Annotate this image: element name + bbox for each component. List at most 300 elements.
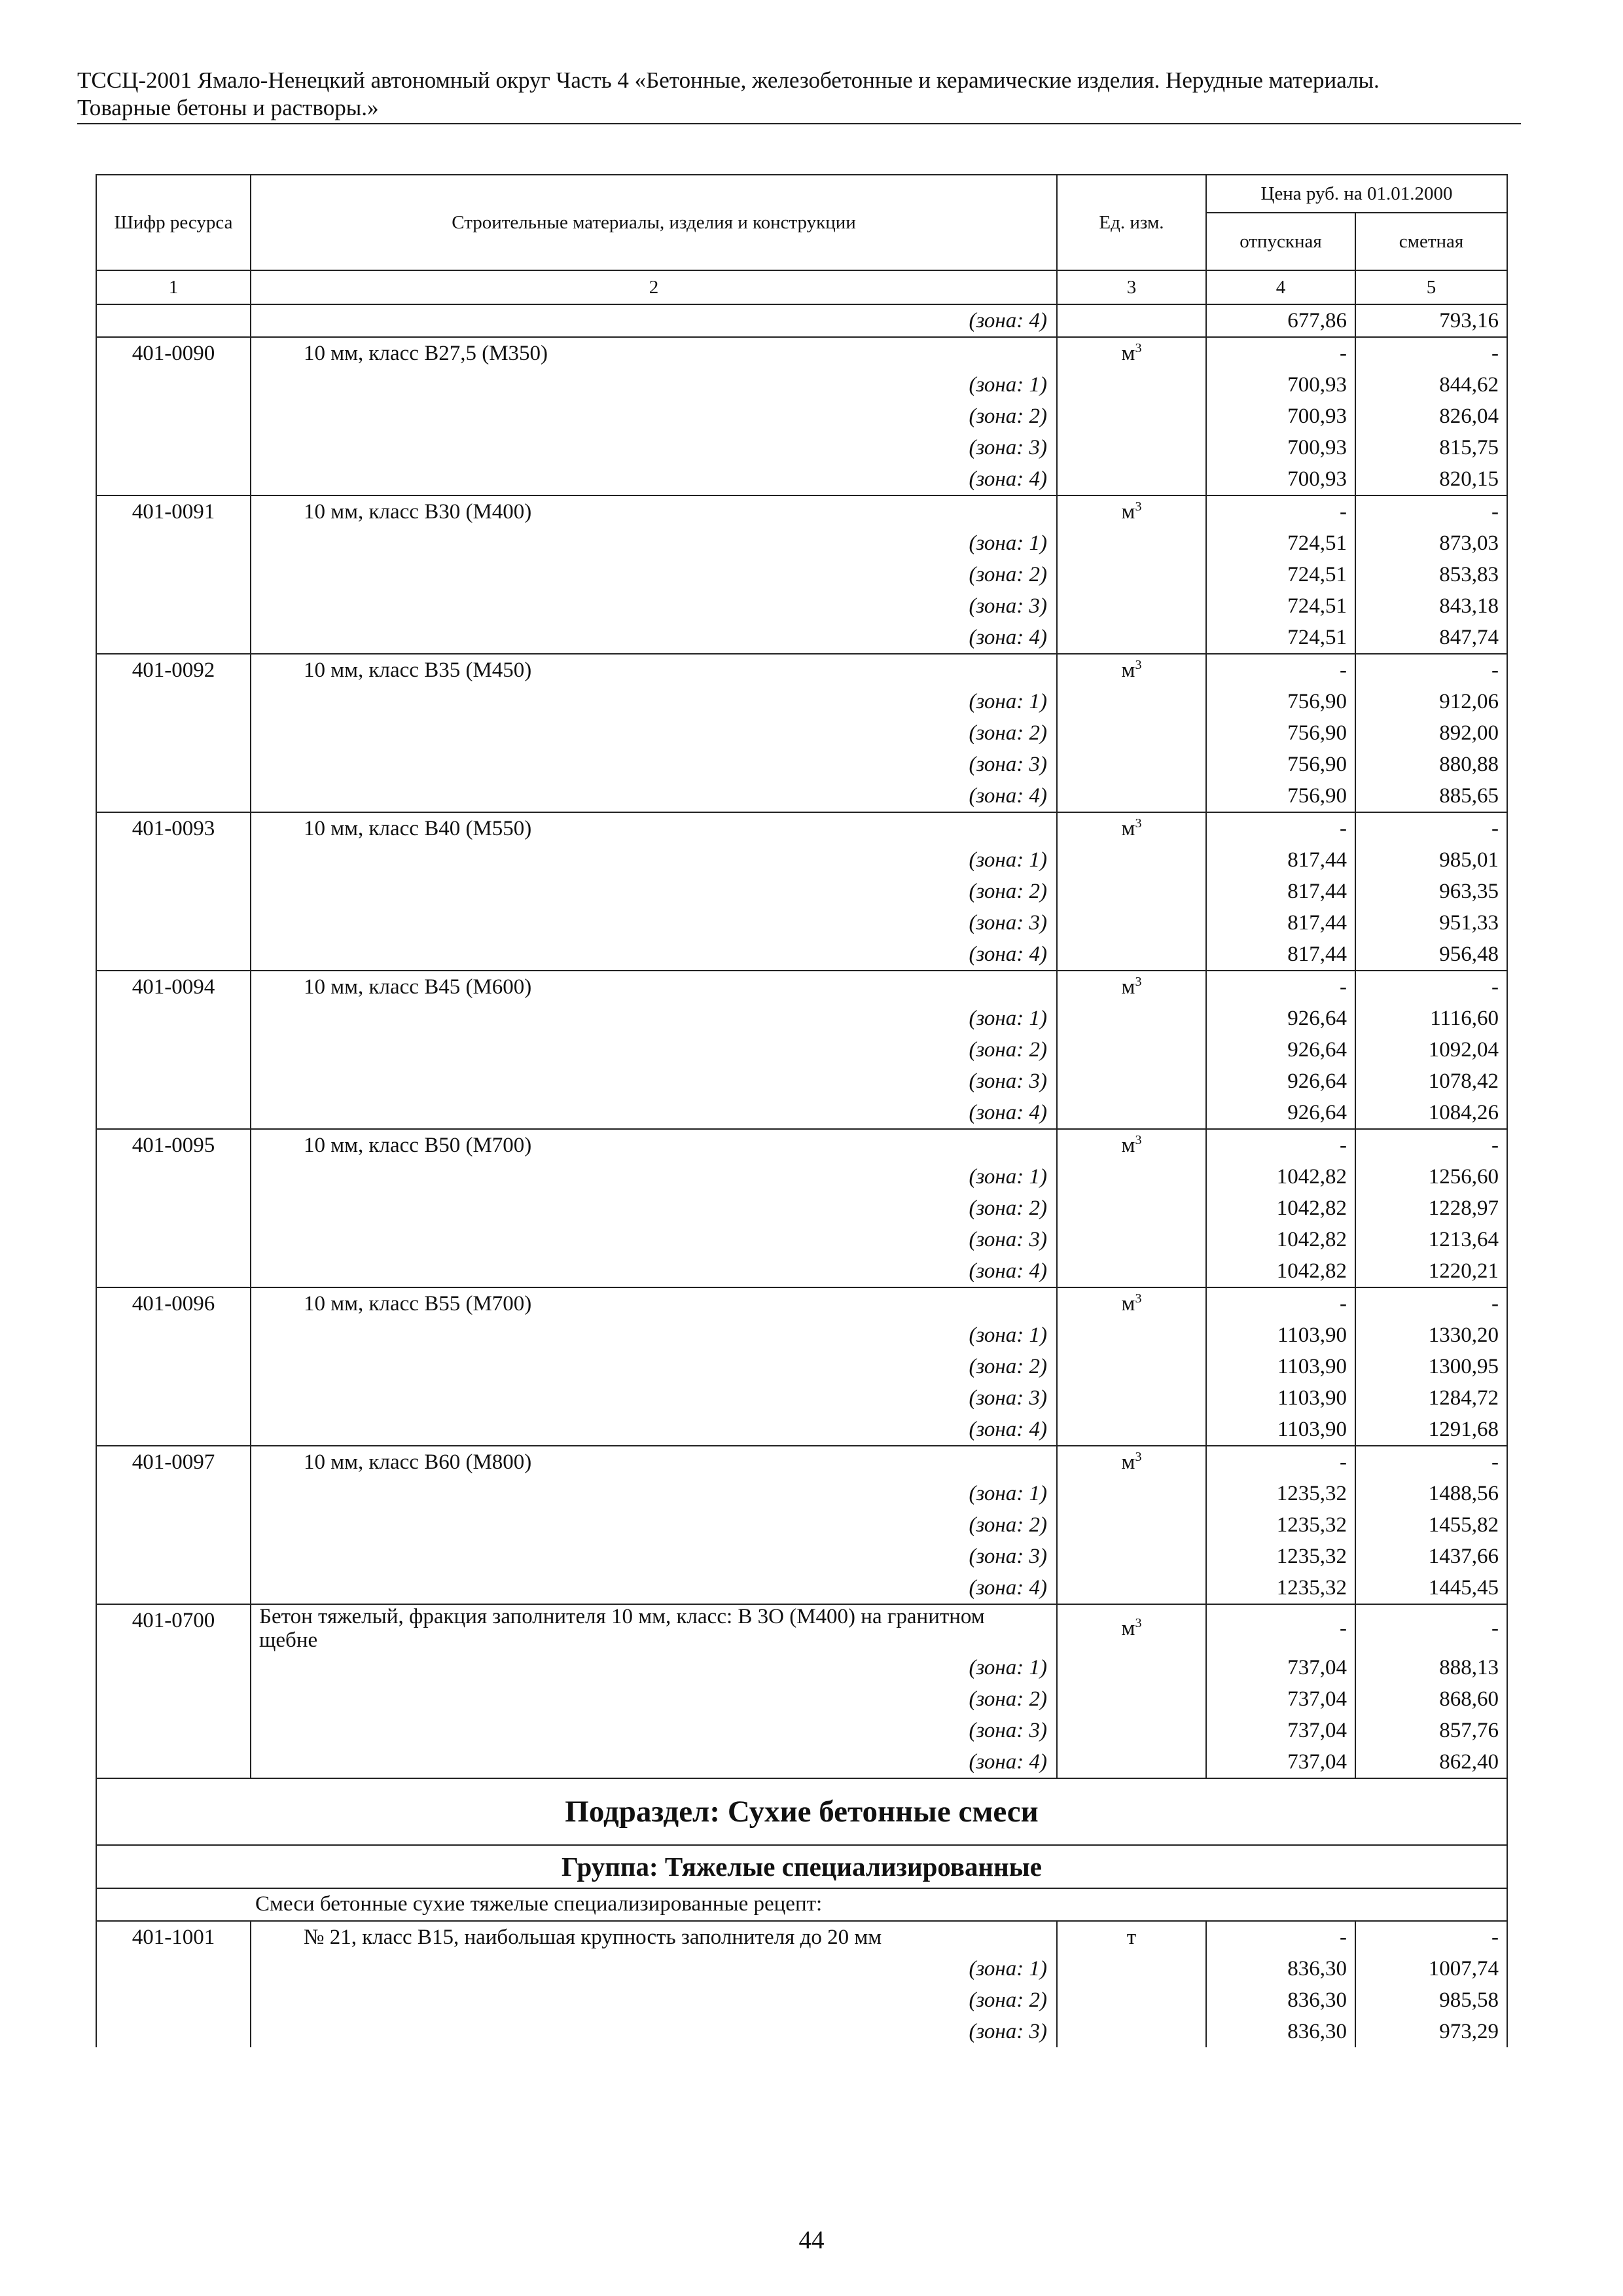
estimate-price: 1092,04 bbox=[1355, 1034, 1507, 1066]
unit-cell bbox=[1057, 369, 1206, 401]
release-price: 1235,32 bbox=[1206, 1572, 1355, 1604]
unit-cell bbox=[1057, 1034, 1206, 1066]
code-cell bbox=[96, 1984, 251, 2016]
release-price: 1235,32 bbox=[1206, 1478, 1355, 1509]
code-cell bbox=[96, 1193, 251, 1224]
estimate-price: 1213,64 bbox=[1355, 1224, 1507, 1255]
code-cell bbox=[96, 1715, 251, 1746]
code-cell bbox=[96, 304, 251, 337]
estimate-price: 1300,95 bbox=[1355, 1351, 1507, 1382]
zone-row bbox=[96, 1161, 1507, 1193]
resource-code: 401-0094 bbox=[96, 971, 251, 1003]
estimate-price: - bbox=[1355, 1129, 1507, 1161]
zone-row bbox=[96, 1984, 1507, 2016]
release-price: 737,04 bbox=[1206, 1683, 1355, 1715]
code-cell bbox=[96, 1255, 251, 1287]
unit-cell bbox=[1057, 876, 1206, 907]
resource-code: 401-0097 bbox=[96, 1446, 251, 1478]
zone-row bbox=[96, 1003, 1507, 1034]
unit-cell bbox=[1057, 1652, 1206, 1683]
column-header-unit: Ед. изм. bbox=[1057, 175, 1206, 270]
release-price: 756,90 bbox=[1206, 686, 1355, 717]
resource-code: 401-0096 bbox=[96, 1287, 251, 1319]
unit-cell bbox=[1057, 1715, 1206, 1746]
price-table bbox=[96, 174, 1508, 2047]
estimate-price: 873,03 bbox=[1355, 528, 1507, 559]
estimate-price: 847,74 bbox=[1355, 622, 1507, 654]
material-name: 10 мм, класс В35 (М450) bbox=[251, 654, 1057, 686]
code-cell bbox=[96, 1478, 251, 1509]
zone-row bbox=[96, 432, 1507, 463]
unit-cell bbox=[1057, 559, 1206, 590]
estimate-price: 853,83 bbox=[1355, 559, 1507, 590]
estimate-price: 844,62 bbox=[1355, 369, 1507, 401]
table-row bbox=[96, 812, 1507, 844]
estimate-price: 888,13 bbox=[1355, 1652, 1507, 1683]
zone-label: (зона: 4) bbox=[251, 1746, 1057, 1778]
release-price: 926,64 bbox=[1206, 1066, 1355, 1097]
column-number: 3 bbox=[1057, 270, 1206, 304]
code-cell bbox=[96, 1382, 251, 1414]
zone-label: (зона: 2) bbox=[251, 559, 1057, 590]
unit-cell bbox=[1057, 463, 1206, 495]
code-cell bbox=[96, 1572, 251, 1604]
zone-label: (зона: 4) bbox=[251, 463, 1057, 495]
material-name: № 21, класс В15, наибольшая крупность заполнителя до 20 мм bbox=[251, 1921, 1057, 1953]
column-number-row bbox=[96, 270, 1507, 304]
unit-cell: т bbox=[1057, 1921, 1206, 1953]
unit-cell: $м^3$ bbox=[1057, 1604, 1206, 1652]
unit-exponent: 3 bbox=[1135, 658, 1142, 672]
zone-row bbox=[96, 590, 1507, 622]
release-price: 724,51 bbox=[1206, 528, 1355, 559]
release-price: 737,04 bbox=[1206, 1746, 1355, 1778]
zone-label: (зона: 3) bbox=[251, 2016, 1057, 2047]
estimate-price: 793,16 bbox=[1355, 304, 1507, 337]
zone-label: (зона: 4) bbox=[251, 304, 1057, 337]
table-row bbox=[96, 495, 1507, 528]
release-price: - bbox=[1206, 495, 1355, 528]
code-cell bbox=[96, 1161, 251, 1193]
code-cell bbox=[96, 939, 251, 971]
zone-label: (зона: 1) bbox=[251, 1652, 1057, 1683]
zone-row bbox=[96, 907, 1507, 939]
estimate-price: 1291,68 bbox=[1355, 1414, 1507, 1446]
release-price: 756,90 bbox=[1206, 717, 1355, 749]
zone-label: (зона: 4) bbox=[251, 1255, 1057, 1287]
zone-row bbox=[96, 844, 1507, 876]
code-cell bbox=[96, 876, 251, 907]
table-row bbox=[96, 304, 1507, 337]
code-cell bbox=[96, 528, 251, 559]
unit-cell bbox=[1057, 749, 1206, 780]
unit-exponent: 3 bbox=[1135, 341, 1142, 355]
unit-cell: $м^3$ bbox=[1057, 337, 1206, 369]
zone-row bbox=[96, 1572, 1507, 1604]
zone-label: (зона: 2) bbox=[251, 876, 1057, 907]
unit-cell bbox=[1057, 528, 1206, 559]
zone-label: (зона: 3) bbox=[251, 1541, 1057, 1572]
column-number: 2 bbox=[251, 270, 1057, 304]
release-price: 724,51 bbox=[1206, 622, 1355, 654]
zone-row bbox=[96, 1414, 1507, 1446]
subsection-row bbox=[96, 1778, 1507, 1845]
release-price: 1042,82 bbox=[1206, 1255, 1355, 1287]
unit-cell bbox=[1057, 1509, 1206, 1541]
unit-cell: $м^3$ bbox=[1057, 1129, 1206, 1161]
estimate-price: 951,33 bbox=[1355, 907, 1507, 939]
estimate-price: 862,40 bbox=[1355, 1746, 1507, 1778]
estimate-price: - bbox=[1355, 971, 1507, 1003]
unit-cell bbox=[1057, 1382, 1206, 1414]
code-cell bbox=[96, 622, 251, 654]
code-cell bbox=[96, 1652, 251, 1683]
estimate-price: 1455,82 bbox=[1355, 1509, 1507, 1541]
zone-label: (зона: 2) bbox=[251, 1984, 1057, 2016]
unit-exponent: 3 bbox=[1135, 1616, 1142, 1630]
unit-cell: $м^3$ bbox=[1057, 495, 1206, 528]
release-price: 724,51 bbox=[1206, 559, 1355, 590]
zone-label: (зона: 2) bbox=[251, 717, 1057, 749]
zone-row bbox=[96, 401, 1507, 432]
zone-row bbox=[96, 1097, 1507, 1129]
release-price: 737,04 bbox=[1206, 1652, 1355, 1683]
zone-label: (зона: 3) bbox=[251, 1066, 1057, 1097]
subsection-title: Подраздел: Сухие бетонные смеси bbox=[96, 1778, 1507, 1845]
zone-label: (зона: 3) bbox=[251, 1382, 1057, 1414]
material-name: 10 мм, класс В55 (М700) bbox=[251, 1287, 1057, 1319]
material-name: 10 мм, класс В45 (М600) bbox=[251, 971, 1057, 1003]
code-cell bbox=[96, 1746, 251, 1778]
zone-row bbox=[96, 2016, 1507, 2047]
unit-cell: $м^3$ bbox=[1057, 654, 1206, 686]
release-price: - bbox=[1206, 1129, 1355, 1161]
zone-label: (зона: 1) bbox=[251, 1003, 1057, 1034]
unit-cell: $м^3$ bbox=[1057, 971, 1206, 1003]
resource-code: 401-1001 bbox=[96, 1921, 251, 1953]
zone-label: (зона: 1) bbox=[251, 686, 1057, 717]
code-cell bbox=[96, 1224, 251, 1255]
unit-cell bbox=[1057, 622, 1206, 654]
group-row bbox=[96, 1845, 1507, 1888]
code-cell bbox=[96, 780, 251, 812]
group-note-row bbox=[96, 1888, 1507, 1921]
release-price: 756,90 bbox=[1206, 749, 1355, 780]
zone-label: (зона: 4) bbox=[251, 780, 1057, 812]
code-cell bbox=[96, 1319, 251, 1351]
estimate-price: 1330,20 bbox=[1355, 1319, 1507, 1351]
unit-exponent: 3 bbox=[1135, 499, 1142, 514]
unit-cell: $м^3$ bbox=[1057, 812, 1206, 844]
zone-label: (зона: 4) bbox=[251, 1097, 1057, 1129]
zone-label: (зона: 2) bbox=[251, 1509, 1057, 1541]
unit-cell bbox=[1057, 1193, 1206, 1224]
zone-row bbox=[96, 528, 1507, 559]
zone-row bbox=[96, 369, 1507, 401]
zone-row bbox=[96, 1351, 1507, 1382]
column-header-name: Строительные материалы, изделия и конструкции bbox=[251, 175, 1057, 270]
unit-cell bbox=[1057, 1984, 1206, 2016]
material-name: Бетон тяжелый, фракция заполнителя 10 мм, класс: В 3О (М400) на гранитном щебне bbox=[251, 1604, 1057, 1652]
unit-cell bbox=[1057, 1255, 1206, 1287]
column-number: 5 bbox=[1355, 270, 1507, 304]
estimate-price: - bbox=[1355, 654, 1507, 686]
zone-label: (зона: 2) bbox=[251, 1034, 1057, 1066]
estimate-price: 912,06 bbox=[1355, 686, 1507, 717]
zone-row bbox=[96, 559, 1507, 590]
zone-row bbox=[96, 1066, 1507, 1097]
running-header bbox=[77, 67, 1517, 122]
estimate-price: - bbox=[1355, 812, 1507, 844]
zone-label: (зона: 1) bbox=[251, 1478, 1057, 1509]
zone-label: (зона: 4) bbox=[251, 1572, 1057, 1604]
unit-cell bbox=[1057, 2016, 1206, 2047]
code-cell bbox=[96, 1351, 251, 1382]
code-cell bbox=[96, 1003, 251, 1034]
unit-cell bbox=[1057, 1414, 1206, 1446]
column-number: 1 bbox=[96, 270, 251, 304]
unit-cell bbox=[1057, 590, 1206, 622]
estimate-price: 1116,60 bbox=[1355, 1003, 1507, 1034]
release-price: 700,93 bbox=[1206, 432, 1355, 463]
table-row bbox=[96, 654, 1507, 686]
release-price: 1042,82 bbox=[1206, 1193, 1355, 1224]
material-name: 10 мм, класс В30 (М400) bbox=[251, 495, 1057, 528]
release-price: 1103,90 bbox=[1206, 1382, 1355, 1414]
release-price: 724,51 bbox=[1206, 590, 1355, 622]
estimate-price: 985,58 bbox=[1355, 1984, 1507, 2016]
release-price: 836,30 bbox=[1206, 2016, 1355, 2047]
zone-label: (зона: 4) bbox=[251, 939, 1057, 971]
release-price: 1103,90 bbox=[1206, 1414, 1355, 1446]
zone-row bbox=[96, 622, 1507, 654]
estimate-price: 1284,72 bbox=[1355, 1382, 1507, 1414]
code-cell bbox=[96, 2016, 251, 2047]
unit-cell: $м^3$ bbox=[1057, 1287, 1206, 1319]
release-price: 1235,32 bbox=[1206, 1509, 1355, 1541]
zone-row bbox=[96, 1746, 1507, 1778]
zone-label: (зона: 1) bbox=[251, 369, 1057, 401]
estimate-price: 1228,97 bbox=[1355, 1193, 1507, 1224]
release-price: 1042,82 bbox=[1206, 1224, 1355, 1255]
zone-row bbox=[96, 1382, 1507, 1414]
material-name: 10 мм, класс В27,5 (М350) bbox=[251, 337, 1057, 369]
release-price: 1042,82 bbox=[1206, 1161, 1355, 1193]
release-price: 677,86 bbox=[1206, 304, 1355, 337]
estimate-price: 820,15 bbox=[1355, 463, 1507, 495]
unit-cell bbox=[1057, 844, 1206, 876]
zone-row bbox=[96, 1478, 1507, 1509]
estimate-price: - bbox=[1355, 337, 1507, 369]
table-row bbox=[96, 1604, 1507, 1652]
estimate-price: 868,60 bbox=[1355, 1683, 1507, 1715]
header-line-2: Товарные бетоны и растворы.» bbox=[77, 95, 379, 120]
unit-cell bbox=[1057, 1572, 1206, 1604]
estimate-price: 1078,42 bbox=[1355, 1066, 1507, 1097]
column-header-release: отпускная bbox=[1206, 213, 1355, 270]
unit-cell: $м^3$ bbox=[1057, 1446, 1206, 1478]
unit-cell bbox=[1057, 686, 1206, 717]
code-cell bbox=[96, 686, 251, 717]
code-cell bbox=[96, 1953, 251, 1984]
zone-row bbox=[96, 780, 1507, 812]
release-price: 817,44 bbox=[1206, 876, 1355, 907]
release-price: 700,93 bbox=[1206, 401, 1355, 432]
unit-exponent: 3 bbox=[1135, 1133, 1142, 1147]
header-rule bbox=[77, 123, 1521, 124]
release-price: 1103,90 bbox=[1206, 1319, 1355, 1351]
estimate-price: 1007,74 bbox=[1355, 1953, 1507, 1984]
estimate-price: 1488,56 bbox=[1355, 1478, 1507, 1509]
zone-label: (зона: 1) bbox=[251, 1953, 1057, 1984]
zone-label: (зона: 3) bbox=[251, 1715, 1057, 1746]
table-row bbox=[96, 337, 1507, 369]
zone-row bbox=[96, 1319, 1507, 1351]
code-cell bbox=[96, 1509, 251, 1541]
code-cell bbox=[96, 401, 251, 432]
zone-row bbox=[96, 749, 1507, 780]
zone-row bbox=[96, 1255, 1507, 1287]
release-price: 737,04 bbox=[1206, 1715, 1355, 1746]
zone-label: (зона: 1) bbox=[251, 1161, 1057, 1193]
code-cell bbox=[96, 1541, 251, 1572]
zone-label: (зона: 4) bbox=[251, 622, 1057, 654]
zone-row bbox=[96, 1715, 1507, 1746]
unit-exponent: 3 bbox=[1135, 1450, 1142, 1464]
estimate-price: 892,00 bbox=[1355, 717, 1507, 749]
unit-exponent: 3 bbox=[1135, 816, 1142, 831]
estimate-price: - bbox=[1355, 1446, 1507, 1478]
release-price: 700,93 bbox=[1206, 463, 1355, 495]
estimate-price: 815,75 bbox=[1355, 432, 1507, 463]
release-price: - bbox=[1206, 1287, 1355, 1319]
zone-row bbox=[96, 1541, 1507, 1572]
code-cell bbox=[96, 749, 251, 780]
estimate-price: 857,76 bbox=[1355, 1715, 1507, 1746]
estimate-price: - bbox=[1355, 1921, 1507, 1953]
code-cell bbox=[96, 559, 251, 590]
code-cell bbox=[96, 463, 251, 495]
zone-row bbox=[96, 1683, 1507, 1715]
code-cell bbox=[96, 1414, 251, 1446]
unit-cell bbox=[1057, 1541, 1206, 1572]
zone-row bbox=[96, 1193, 1507, 1224]
code-cell bbox=[96, 717, 251, 749]
unit-cell bbox=[1057, 304, 1206, 337]
release-price: 836,30 bbox=[1206, 1953, 1355, 1984]
unit-cell bbox=[1057, 1097, 1206, 1129]
resource-code: 401-0095 bbox=[96, 1129, 251, 1161]
estimate-price: 843,18 bbox=[1355, 590, 1507, 622]
column-header-code: Шифр ресурса bbox=[96, 175, 251, 270]
resource-code: 401-0700 bbox=[96, 1604, 251, 1652]
zone-row bbox=[96, 1652, 1507, 1683]
unit-cell bbox=[1057, 1478, 1206, 1509]
release-price: 836,30 bbox=[1206, 1984, 1355, 2016]
zone-row bbox=[96, 463, 1507, 495]
release-price: - bbox=[1206, 1921, 1355, 1953]
material-name: 10 мм, класс В50 (М700) bbox=[251, 1129, 1057, 1161]
unit-cell bbox=[1057, 1003, 1206, 1034]
estimate-price: 1084,26 bbox=[1355, 1097, 1507, 1129]
unit-cell bbox=[1057, 401, 1206, 432]
estimate-price: - bbox=[1355, 1604, 1507, 1652]
zone-row bbox=[96, 717, 1507, 749]
zone-label: (зона: 3) bbox=[251, 432, 1057, 463]
resource-code: 401-0090 bbox=[96, 337, 251, 369]
code-cell bbox=[96, 1683, 251, 1715]
release-price: 1103,90 bbox=[1206, 1351, 1355, 1382]
code-cell bbox=[96, 1066, 251, 1097]
estimate-price: 1220,21 bbox=[1355, 1255, 1507, 1287]
unit-cell bbox=[1057, 432, 1206, 463]
unit-exponent: 3 bbox=[1135, 975, 1142, 989]
unit-cell bbox=[1057, 780, 1206, 812]
release-price: - bbox=[1206, 1446, 1355, 1478]
page-number: 44 bbox=[798, 2226, 825, 2254]
table-row bbox=[96, 971, 1507, 1003]
column-header-estimate: сметная bbox=[1355, 213, 1507, 270]
resource-code: 401-0093 bbox=[96, 812, 251, 844]
unit-cell bbox=[1057, 1066, 1206, 1097]
release-price: 926,64 bbox=[1206, 1034, 1355, 1066]
release-price: - bbox=[1206, 812, 1355, 844]
resource-code: 401-0092 bbox=[96, 654, 251, 686]
unit-cell bbox=[1057, 1351, 1206, 1382]
release-price: 926,64 bbox=[1206, 1097, 1355, 1129]
zone-row bbox=[96, 939, 1507, 971]
column-number: 4 bbox=[1206, 270, 1355, 304]
code-cell bbox=[96, 590, 251, 622]
zone-row bbox=[96, 876, 1507, 907]
release-price: 1235,32 bbox=[1206, 1541, 1355, 1572]
zone-label: (зона: 2) bbox=[251, 1351, 1057, 1382]
zone-label: (зона: 3) bbox=[251, 907, 1057, 939]
resource-code: 401-0091 bbox=[96, 495, 251, 528]
material-name: 10 мм, класс В60 (М800) bbox=[251, 1446, 1057, 1478]
release-price: 817,44 bbox=[1206, 907, 1355, 939]
code-cell bbox=[96, 1034, 251, 1066]
table-row bbox=[96, 1921, 1507, 1953]
estimate-price: - bbox=[1355, 495, 1507, 528]
unit-cell bbox=[1057, 1746, 1206, 1778]
release-price: 817,44 bbox=[1206, 844, 1355, 876]
estimate-price: 963,35 bbox=[1355, 876, 1507, 907]
estimate-price: 1445,45 bbox=[1355, 1572, 1507, 1604]
header-line-1: ТССЦ-2001 Ямало-Ненецкий автономный округ Часть 4 «Бетонные, железобетонные и керамические изделия. Нерудные материалы. bbox=[77, 67, 1380, 93]
zone-label: (зона: 3) bbox=[251, 749, 1057, 780]
table-row bbox=[96, 1129, 1507, 1161]
release-price: 926,64 bbox=[1206, 1003, 1355, 1034]
unit-cell bbox=[1057, 1319, 1206, 1351]
code-cell bbox=[96, 844, 251, 876]
estimate-price: 826,04 bbox=[1355, 401, 1507, 432]
zone-row bbox=[96, 1224, 1507, 1255]
estimate-price: - bbox=[1355, 1287, 1507, 1319]
group-note: Смеси бетонные сухие тяжелые специализированные рецепт: bbox=[96, 1888, 1507, 1921]
release-price: 756,90 bbox=[1206, 780, 1355, 812]
estimate-price: 1437,66 bbox=[1355, 1541, 1507, 1572]
table-row bbox=[96, 1446, 1507, 1478]
release-price: - bbox=[1206, 337, 1355, 369]
estimate-price: 973,29 bbox=[1355, 2016, 1507, 2047]
release-price: - bbox=[1206, 971, 1355, 1003]
unit-exponent: 3 bbox=[1135, 1291, 1142, 1306]
zone-row bbox=[96, 1034, 1507, 1066]
estimate-price: 985,01 bbox=[1355, 844, 1507, 876]
table-row bbox=[96, 1287, 1507, 1319]
column-header-price: Цена руб. на 01.01.2000 bbox=[1206, 175, 1507, 213]
